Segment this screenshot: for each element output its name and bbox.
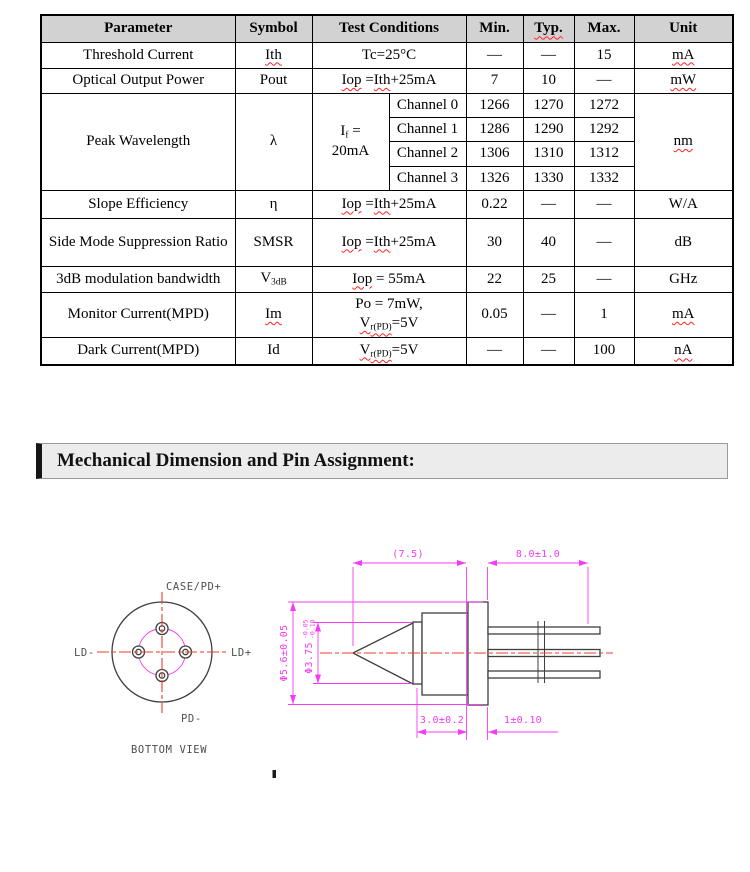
section-title: Mechanical Dimension and Pin Assignment: [57,450,415,471]
ld-minus-label: LD- [74,647,95,659]
table-row [41,190,733,218]
can-body [422,613,468,695]
table-row [41,93,733,117]
typ-cell: — [523,190,574,218]
pd-minus-label: PD- [181,713,202,725]
symbol-cell: Id [235,337,312,365]
min-cell: 1326 [466,166,523,190]
cond-cell: $I_f$ = 20mA [312,93,389,190]
min-cell: 0.05 [466,292,523,337]
spec-table [40,14,734,366]
min-cell: 1306 [466,141,523,166]
max-cell: 1312 [574,141,634,166]
min-cell: 22 [466,266,523,292]
symbol-cell: Pout [235,68,312,93]
max-cell: 1292 [574,117,634,141]
max-cell: — [574,218,634,266]
max-cell: 1332 [574,166,634,190]
dim-aperture-diameter: Φ3.75 [304,642,315,674]
channel-cell: Channel 0 [389,93,466,117]
unit-cell: GHz [634,266,733,292]
ld-plus-label: LD+ [231,647,252,659]
typ-cell: 10 [523,68,574,93]
typ-cell: 1290 [523,117,574,141]
dim-length-ref: (7.5) [392,549,424,560]
header-row [41,15,733,42]
symbol-cell: Ith [235,42,312,68]
max-cell: — [574,68,634,93]
cond-cell: Iop = 55mA [312,266,466,292]
col-header-min: Min. [466,15,523,42]
param-cell: Peak Wavelength [41,93,235,190]
typ-cell: 1310 [523,141,574,166]
side-view [279,549,613,740]
param-cell: Slope Efficiency [41,190,235,218]
typ-cell: — [523,42,574,68]
max-cell: — [574,266,634,292]
col-header-typ: Typ. [523,15,574,42]
max-cell: — [574,190,634,218]
cond-cell: Iop =Ith+25mA [312,218,466,266]
case-pd-label: CASE/PD+ [166,581,222,593]
min-cell: 0.22 [466,190,523,218]
unit-cell: mW [634,68,733,93]
channel-cell: Channel 3 [389,166,466,190]
table-row [41,292,733,337]
typ-cell: 40 [523,218,574,266]
dim-aperture-tol-upper: -0.05 [301,619,310,639]
min-cell: — [466,337,523,365]
channel-cell: Channel 2 [389,141,466,166]
unit-cell: nA [634,337,733,365]
param-cell: Optical Output Power [41,68,235,93]
unit-cell: mA [634,42,733,68]
max-cell: 1272 [574,93,634,117]
max-cell: 100 [574,337,634,365]
dim-pin-length: 8.0±1.0 [515,549,561,560]
section-header [36,443,728,479]
bottom-view-caption: BOTTOM VIEW [131,744,208,756]
dim-flange-thickness: 1±0.10 [504,715,542,726]
symbol-cell: η [235,190,312,218]
typ-cell: 1270 [523,93,574,117]
max-cell: 15 [574,42,634,68]
min-cell: 30 [466,218,523,266]
symbol-cell: Im [235,292,312,337]
min-cell: 1286 [466,117,523,141]
dim-body-length: 3.0±0.2 [419,715,465,726]
unit-cell: dB [634,218,733,266]
cond-cell: Iop =Ith+25mA [312,68,466,93]
typ-cell: 25 [523,266,574,292]
table-row [41,218,733,266]
col-header-symbol: Symbol [235,15,312,42]
typ-cell: — [523,337,574,365]
symbol-cell: λ [235,93,312,190]
table-row [41,68,733,93]
col-header-conditions: Test Conditions [312,15,466,42]
cond-cell: Iop =Ith+25mA [312,190,466,218]
table-row [41,337,733,365]
bottom-view [74,581,252,756]
symbol-cell: $V_{3dB}$ [235,266,312,292]
param-cell: Threshold Current [41,42,235,68]
mechanical-drawing [0,530,750,820]
unit-cell: nm [634,93,733,190]
cond-cell: Po = 7mW, $V_{r(PD)}=5V$ [312,292,466,337]
col-header-parameter: Parameter [41,15,235,42]
col-header-unit: Unit [634,15,733,42]
table-row [41,266,733,292]
param-cell: Monitor Current(MPD) [41,292,235,337]
cond-cell: Tc=25°C [312,42,466,68]
min-cell: — [466,42,523,68]
symbol-cell: SMSR [235,218,312,266]
cond-cell: $V_{r(PD)}=5V$ [312,337,466,365]
max-cell: 1 [574,292,634,337]
unit-cell: W/A [634,190,733,218]
dim-cap-diameter: Φ5.6±0.05 [279,624,290,682]
typ-cell: — [523,292,574,337]
table-row [41,42,733,68]
col-header-max: Max. [574,15,634,42]
param-cell: 3dB modulation bandwidth [41,266,235,292]
stray-mark [273,770,277,778]
channel-cell: Channel 1 [389,117,466,141]
param-cell: Side Mode Suppression Ratio [41,218,235,266]
param-cell: Dark Current(MPD) [41,337,235,365]
min-cell: 7 [466,68,523,93]
unit-cell: mA [634,292,733,337]
typ-cell: 1330 [523,166,574,190]
dim-aperture-tol-lower: -0.10 [308,619,317,639]
min-cell: 1266 [466,93,523,117]
